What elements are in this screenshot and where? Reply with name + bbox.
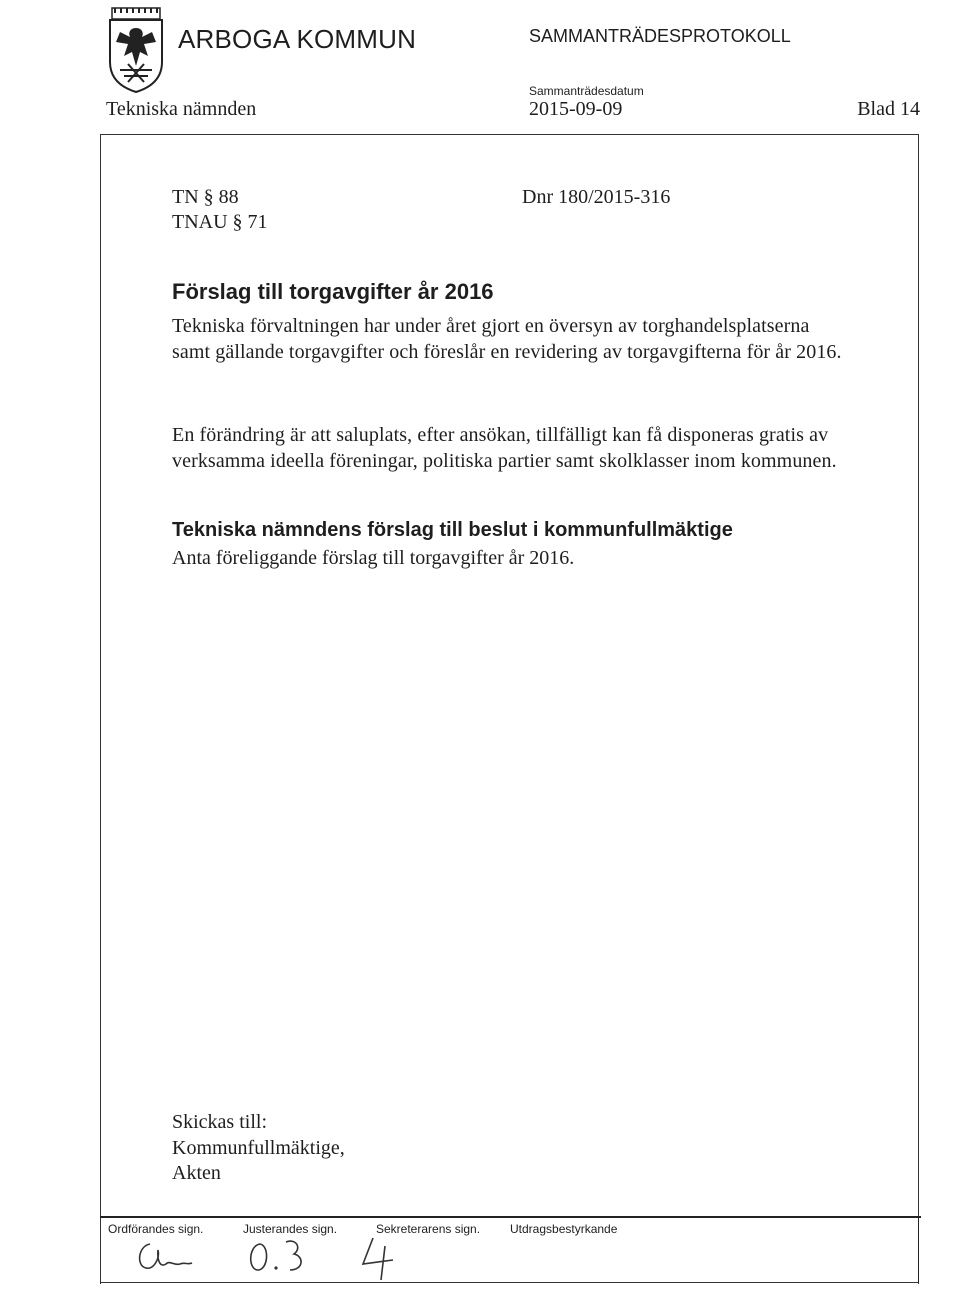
distribution-label: Skickas till: xyxy=(172,1111,267,1133)
body-paragraph: En förändring är att saluplats, efter ansökan, tillfälligt kan få disponeras gratis av verksamma ideella föreningar, politiska partier samt skolklasser inom kommunen. xyxy=(172,424,837,472)
recipient: Akten xyxy=(172,1162,221,1184)
excerpt-certification-label: Utdragsbestyrkande xyxy=(510,1222,618,1236)
signature-divider xyxy=(100,1216,921,1218)
recipient: Kommunfullmäktige, xyxy=(172,1136,345,1159)
decision-text: Anta föreliggande förslag till torgavgifter år 2016. xyxy=(172,547,575,569)
organization-name: ARBOGA KOMMUN xyxy=(178,24,417,54)
item-title: Förslag till torgavgifter år 2016 xyxy=(172,279,494,304)
secretary-signature xyxy=(355,1232,415,1282)
meeting-date-label: Sammanträdesdatum xyxy=(529,84,644,98)
page-number: Blad 14 xyxy=(857,98,920,120)
case-number: Dnr 180/2015-316 xyxy=(522,186,671,208)
document-type: SAMMANTRÄDESPROTOKOLL xyxy=(529,26,791,46)
secretary-signature-label: Sekreterarens sign. xyxy=(376,1222,481,1236)
tn-paragraph-ref: TN § 88 xyxy=(172,186,239,208)
chair-signature-label: Ordförandes sign. xyxy=(108,1222,204,1236)
adjuster-signature xyxy=(238,1232,328,1282)
meeting-date: 2015-09-09 xyxy=(529,98,623,120)
body-paragraph: Tekniska förvaltningen har under året gjort en översyn av torghandelsplatserna samt gällande torgavgifter och föreslår en revidering av torgavgifterna för år 2016. xyxy=(172,315,842,363)
adjuster-signature-label: Justerandes sign. xyxy=(243,1222,338,1236)
decision-heading: Tekniska nämndens förslag till beslut i kommunfullmäktige xyxy=(172,519,733,541)
signature-border xyxy=(100,1282,919,1283)
tnau-paragraph-ref: TNAU § 71 xyxy=(172,211,268,233)
chair-signature xyxy=(130,1232,200,1282)
coat-of-arms-icon xyxy=(106,6,166,94)
signature-border xyxy=(918,1216,919,1282)
distribution-list xyxy=(172,1110,345,1187)
committee-name: Tekniska nämnden xyxy=(106,98,257,120)
